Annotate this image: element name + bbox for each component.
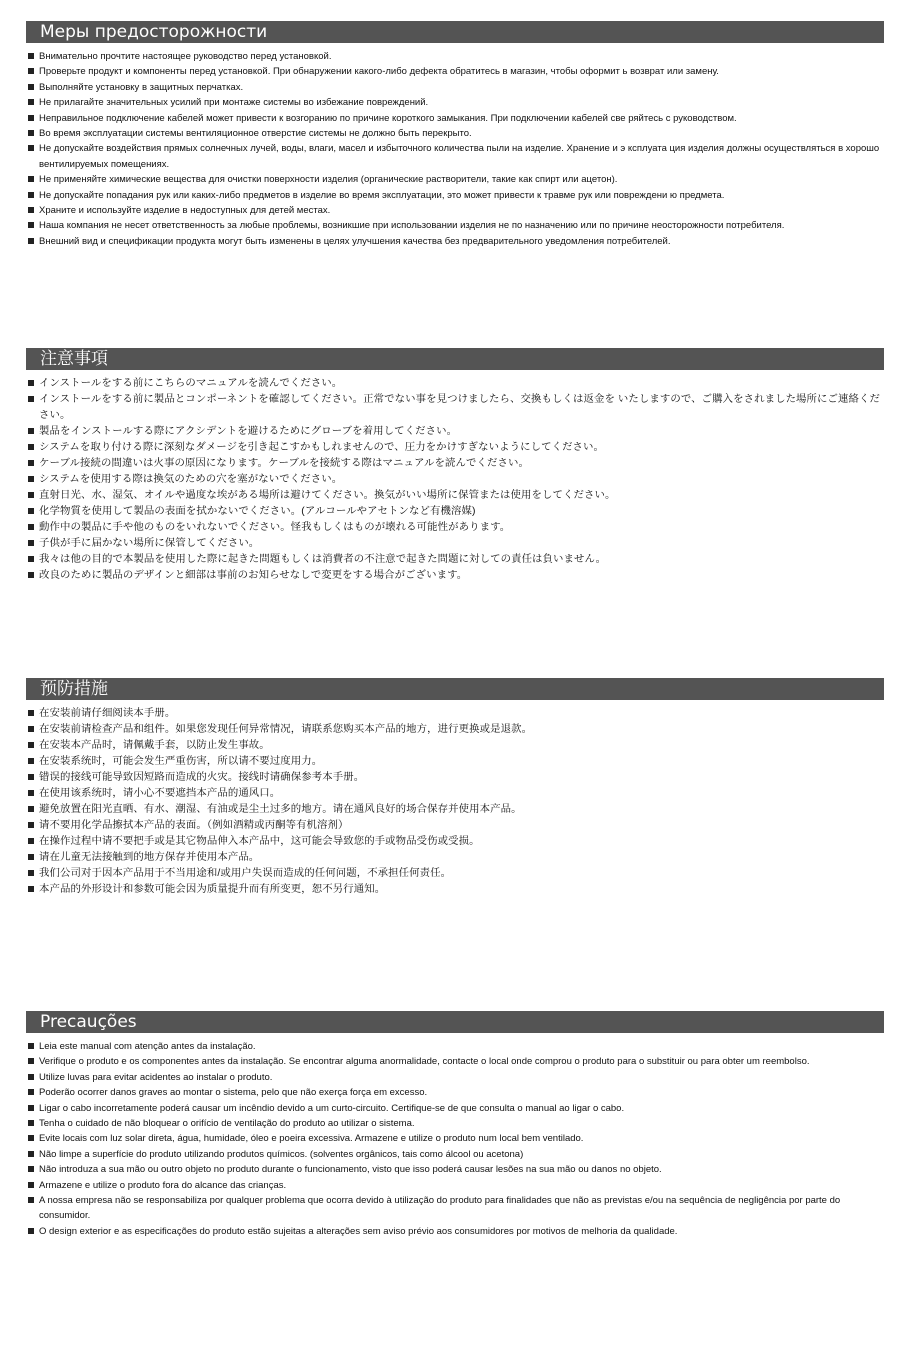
list-item: Armazene e utilize o produto fora do alcance das crianças.: [26, 1178, 884, 1193]
list-item: 避免放置在阳光直晒、有水、潮湿、有油或是尘土过多的地方。请在通风良好的场合保存并使用本产品。: [26, 802, 884, 818]
list-item: Храните и используйте изделие в недоступных для детей местах.: [26, 203, 884, 218]
list-item: Во время эксплуатации системы вентиляционное отверстие системы не должно быть перекрыто.: [26, 126, 884, 141]
list-item: 我々は他の目的で本製品を使用した際に起きた問題もしくは消費者の不注意で起きた問題に対しての責任は負いません。: [26, 552, 884, 568]
section-portuguese: [26, 1011, 884, 1239]
list-item: Внешний вид и спецификации продукта могут быть изменены в целях улучшения качества без предварительного уведомления потребителей.: [26, 234, 884, 249]
section-title: 预防措施: [26, 678, 884, 700]
list-item: 我们公司对于因本产品用于不当用途和/或用户失误而造成的任何问题，不承担任何责任。: [26, 866, 884, 882]
list-item: Выполняйте установку в защитных перчатках.: [26, 80, 884, 95]
list-item: Ligar o cabo incorretamente poderá causar um incêndio devido a um curto-circuito. Certifique-se de que consulta o manual ao ligar o cabo.: [26, 1101, 884, 1116]
section-chinese: [26, 678, 884, 898]
section-russian: [26, 21, 884, 249]
list-item: Não limpe a superfície do produto utilizando produtos químicos. (solventes orgânicos, tais como álcool ou acetona): [26, 1147, 884, 1162]
list-item: 化学物質を使用して製品の表面を拭かないでください。(アルコールやアセトンなど有機溶媒): [26, 504, 884, 520]
precautions-list: [26, 706, 884, 898]
list-item: インストールをする前に製品とコンポーネントを確認してください。正常でない事を見つけましたら、交換もしくは返金を いたしますので、ご購入をされました場所にご連絡ください。: [26, 392, 884, 424]
list-item: 在操作过程中请不要把手或是其它物品伸入本产品中，这可能会导致您的手或物品受伤或受损。: [26, 834, 884, 850]
list-item: Наша компания не несет ответственность за любые проблемы, возникшие при использовании изделия не по назначению или по причине неосторожности потребителя.: [26, 218, 884, 233]
list-item: Не допускайте воздействия прямых солнечных лучей, воды, влаги, масел и избыточного количества пыли на изделие. Хранение и э ксплуата ция изделия должны осуществляться в хорошо вентилируемых помещениях.: [26, 141, 884, 172]
list-item: O design exterior e as especificações do produto estão sujeitas a alterações sem aviso prévio aos consumidores por motivos de melhoria da qualidade.: [26, 1224, 884, 1239]
section-title: Меры предосторожности: [26, 21, 884, 43]
list-item: Неправильное подключение кабелей может привести к возгоранию по причине короткого замыкания. При подключении кабелей све ряйтесь с руководством.: [26, 111, 884, 126]
list-item: 请在儿童无法接触到的地方保存并使用本产品。: [26, 850, 884, 866]
list-item: 動作中の製品に手や他のものをいれないでください。怪我もしくはものが壊れる可能性があります。: [26, 520, 884, 536]
list-item: Leia este manual com atenção antes da instalação.: [26, 1039, 884, 1054]
list-item: 在安装前请仔细阅读本手册。: [26, 706, 884, 722]
list-item: 在安装前请检查产品和组件。如果您发现任何异常情况，请联系您购买本产品的地方，进行更换或是退款。: [26, 722, 884, 738]
list-item: Не применяйте химические вещества для очистки поверхности изделия (органические растворители, такие как спирт или ацетон).: [26, 172, 884, 187]
precautions-list: [26, 376, 884, 584]
list-item: システムを使用する際は換気のための穴を塞がないでください。: [26, 472, 884, 488]
list-item: ケーブル接続の間違いは火事の原因になります。ケーブルを接続する際はマニュアルを読んでください。: [26, 456, 884, 472]
list-item: 错误的接线可能导致因短路而造成的火灾。接线时请确保参考本手册。: [26, 770, 884, 786]
list-item: A nossa empresa não se responsabiliza por qualquer problema que ocorra devido à utilização do produto para finalidades que não as previstas e/ou na sequência de negligência por parte do consumidor.: [26, 1193, 884, 1224]
list-item: Внимательно прочтите настоящее руководство перед установкой.: [26, 49, 884, 64]
list-item: 在安装系统时，可能会发生严重伤害，所以请不要过度用力。: [26, 754, 884, 770]
list-item: Не допускайте попадания рук или каких-либо предметов в изделие во время эксплуатации, это может привести к травме рук или повреждени ю предмета.: [26, 188, 884, 203]
list-item: 在安装本产品时，请佩戴手套，以防止发生事故。: [26, 738, 884, 754]
list-item: Tenha o cuidado de não bloquear o orifício de ventilação do produto ao utilizar o sistema.: [26, 1116, 884, 1131]
precautions-list: [26, 49, 884, 249]
list-item: 子供が手に届かない場所に保管してください。: [26, 536, 884, 552]
precautions-list: [26, 1039, 884, 1239]
list-item: 在使用该系统时，请小心不要遮挡本产品的通风口。: [26, 786, 884, 802]
list-item: Poderão ocorrer danos graves ao montar o sistema, pelo que não exerça força em excesso.: [26, 1085, 884, 1100]
section-title: Precauções: [26, 1011, 884, 1033]
list-item: Не прилагайте значительных усилий при монтаже системы во избежание повреждений.: [26, 95, 884, 110]
list-item: 请不要用化学品擦拭本产品的表面。（例如酒精或丙酮等有机溶剂）: [26, 818, 884, 834]
list-item: Utilize luvas para evitar acidentes ao instalar o produto.: [26, 1070, 884, 1085]
list-item: 本产品的外形设计和参数可能会因为质量提升而有所变更，恕不另行通知。: [26, 882, 884, 898]
list-item: 直射日光、水、湿気、オイルや過度な埃がある場所は避けてください。換気がいい場所に保管または使用をしてください。: [26, 488, 884, 504]
list-item: 製品をインストールする際にアクシデントを避けるためにグローブを着用してください。: [26, 424, 884, 440]
section-title: 注意事項: [26, 348, 884, 370]
list-item: Evite locais com luz solar direta, água, humidade, óleo e poeira excessiva. Armazene e utilize o produto num local bem ventilado.: [26, 1131, 884, 1146]
list-item: Não introduza a sua mão ou outro objeto no produto durante o funcionamento, visto que isso poderá causar lesões na sua mão ou danos no objeto.: [26, 1162, 884, 1177]
list-item: 改良のために製品のデザインと細部は事前のお知らせなしで変更をする場合がございます。: [26, 568, 884, 584]
section-japanese: [26, 348, 884, 584]
list-item: インストールをする前にこちらのマニュアルを読んでください。: [26, 376, 884, 392]
list-item: Verifique o produto e os componentes antes da instalação. Se encontrar alguma anormalidade, contacte o local onde comprou o produto para o substituir ou para obter um reembolso.: [26, 1054, 884, 1069]
list-item: Проверьте продукт и компоненты перед установкой. При обнаружении какого-либо дефекта обратитесь в магазин, чтобы оформит ь возврат или замену.: [26, 64, 884, 79]
list-item: システムを取り付ける際に深刻なダメージを引き起こすかもしれませんので、圧力をかけすぎないようにしてください。: [26, 440, 884, 456]
